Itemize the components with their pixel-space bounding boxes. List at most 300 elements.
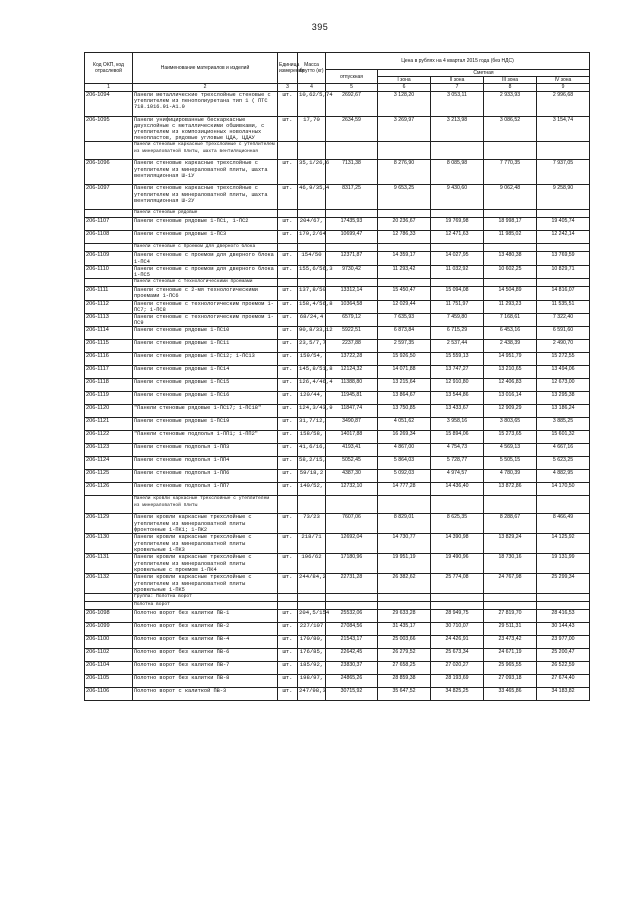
group-empty-cell — [431, 496, 484, 514]
price-zone-1: 3 269,97 — [378, 116, 431, 142]
group-empty-cell — [278, 142, 298, 160]
price-zone-4: 26 522,59 — [537, 662, 590, 675]
price-zone-3: 5 505,15 — [484, 457, 537, 470]
price-zone-1: 14 071,88 — [378, 366, 431, 379]
price-zone-3: 23 473,42 — [484, 636, 537, 649]
item-name: Панели унифицированные бескаркасные двухслойные с металлическими обшивками, с утеплителем из композиционных новолачных пенопластов, рядовые угловые ЦДА, ЦДАУ — [133, 116, 278, 142]
price-release: 12371,87 — [326, 252, 378, 265]
price-zone-2: 13 433,67 — [431, 405, 484, 418]
item-unit: шт. — [278, 554, 298, 574]
price-release: 5052,45 — [326, 457, 378, 470]
price-zone-4: 4 667,16 — [537, 444, 590, 457]
item-code: 206-1105 — [85, 675, 133, 688]
price-table — [84, 52, 590, 701]
item-mass: 159/54, — [298, 353, 326, 366]
group-row — [85, 279, 590, 287]
price-zone-4: 10 829,71 — [537, 265, 590, 278]
item-mass: 196/62 — [298, 554, 326, 574]
price-zone-1: 3 128,20 — [378, 91, 431, 116]
item-name: Полотно ворот без калитки ПВ-1 — [133, 610, 278, 623]
price-zone-1: 8 276,90 — [378, 160, 431, 185]
group-empty-cell — [378, 142, 431, 160]
table-row — [85, 160, 590, 185]
item-unit: шт. — [278, 392, 298, 405]
price-zone-3: 13 829,24 — [484, 534, 537, 554]
item-unit: шт. — [278, 636, 298, 649]
group-empty-cell — [298, 496, 326, 514]
group-title: Панели стеновые с технологическими проемами — [133, 279, 278, 287]
column-number: 4 — [298, 84, 326, 91]
price-zone-3: 13 872,86 — [484, 483, 537, 496]
item-mass: 137,8/50 — [298, 287, 326, 300]
item-mass: 126,4/46,4 — [298, 379, 326, 392]
price-zone-1: 13 215,64 — [378, 379, 431, 392]
price-zone-1: 26 382,62 — [378, 574, 431, 594]
price-release: 9730,42 — [326, 265, 378, 278]
price-zone-2: 34 825,25 — [431, 688, 484, 701]
item-unit: шт. — [278, 340, 298, 353]
price-zone-4: 8 466,49 — [537, 514, 590, 534]
item-code: 206-1112 — [85, 300, 133, 313]
price-zone-4: 12 673,00 — [537, 379, 590, 392]
group-row — [85, 210, 590, 218]
group-empty-cell — [298, 142, 326, 160]
price-zone-3: 3 086,52 — [484, 116, 537, 142]
group-empty-cell — [326, 210, 378, 218]
price-release: 12732,10 — [326, 483, 378, 496]
price-zone-4: 12 242,14 — [537, 231, 590, 244]
price-zone-3: 10 602,25 — [484, 265, 537, 278]
price-zone-3: 12 406,83 — [484, 379, 537, 392]
column-number: 8 — [484, 84, 537, 91]
table-row — [85, 91, 590, 116]
item-name: Панели стеновые рядовые 1-ПС14 — [133, 366, 278, 379]
price-release: 24865,26 — [326, 675, 378, 688]
header-zone-2: II зона — [431, 77, 484, 84]
group-empty-cell — [278, 496, 298, 514]
item-code: 206-1118 — [85, 379, 133, 392]
price-release: 23830,37 — [326, 662, 378, 675]
price-zone-4: 7 322,40 — [537, 314, 590, 327]
item-mass: 140/52, — [298, 483, 326, 496]
price-zone-4: 13 186,24 — [537, 405, 590, 418]
price-zone-2: 4 974,57 — [431, 470, 484, 483]
item-mass: 10,62/5,74 — [298, 91, 326, 116]
price-zone-2: 3 053,11 — [431, 91, 484, 116]
price-zone-3: 11 985,02 — [484, 231, 537, 244]
price-release: 5922,51 — [326, 327, 378, 340]
group-empty-cell — [378, 244, 431, 252]
page-number: 395 — [311, 22, 329, 32]
price-zone-3: 2 933,93 — [484, 91, 537, 116]
group-title: Панели кровли каркасные трехслойные с утеплителем из минераловатной плиты — [133, 496, 278, 514]
item-name: Панели стеновые каркасные трехслойные с утеплителем из минераловатной плиты, шахта вентиляционная Ш-1У — [133, 160, 278, 185]
price-zone-4: 2 490,70 — [537, 340, 590, 353]
price-zone-3: 13 480,38 — [484, 252, 537, 265]
item-unit: шт. — [278, 431, 298, 444]
table-row — [85, 688, 590, 701]
table-row — [85, 649, 590, 662]
group-empty-cell — [537, 244, 590, 252]
item-mass: 46,9/35,4 — [298, 185, 326, 210]
price-zone-1: 11 293,42 — [378, 265, 431, 278]
table-row — [85, 610, 590, 623]
price-zone-2: 15 094,08 — [431, 287, 484, 300]
item-unit: шт. — [278, 379, 298, 392]
item-name: Панели стеновые каркасные трехслойные с утеплителем из минераловатной плиты, шахта вентиляционная Ш-2У — [133, 185, 278, 210]
price-zone-3: 18 730,16 — [484, 554, 537, 574]
group-title: Полотна ворот — [133, 602, 278, 610]
item-name: Полотно ворот без калитки ПВ-8 — [133, 675, 278, 688]
item-mass: 68/24,4 — [298, 314, 326, 327]
price-zone-1: 9 653,25 — [378, 185, 431, 210]
item-mass: 198/97, — [298, 675, 326, 688]
price-zone-1: 19 951,19 — [378, 554, 431, 574]
item-name: Панели стеновые рядовые 1-ПС19 — [133, 418, 278, 431]
table-row — [85, 431, 590, 444]
item-name: "Панели стеновые рядовые 1-ПС17; 1-ПС18" — [133, 405, 278, 418]
price-release: 13312,14 — [326, 287, 378, 300]
price-release: 17435,93 — [326, 218, 378, 231]
price-zone-4: 34 183,82 — [537, 688, 590, 701]
item-unit: шт. — [278, 623, 298, 636]
item-unit: шт. — [278, 610, 298, 623]
item-code: 206-1125 — [85, 470, 133, 483]
group-row — [85, 244, 590, 252]
price-zone-2: 25 774,08 — [431, 574, 484, 594]
group-code-cell — [85, 244, 133, 252]
price-zone-2: 3 958,16 — [431, 418, 484, 431]
table-row — [85, 623, 590, 636]
item-name: Панели кровли каркасные трехслойные с утеплителем из минераловатной плиты фронтонные 1-ПК1; 1-ПК2 — [133, 514, 278, 534]
item-name: Полотно ворот без калитки ПВ-2 — [133, 623, 278, 636]
price-zone-2: 5 728,77 — [431, 457, 484, 470]
price-zone-2: 25 673,34 — [431, 649, 484, 662]
price-zone-2: 11 751,97 — [431, 300, 484, 313]
price-zone-1: 26 279,52 — [378, 649, 431, 662]
item-mass: 59/18,2 — [298, 470, 326, 483]
group-empty-cell — [431, 594, 484, 602]
item-code: 206-1117 — [85, 366, 133, 379]
price-zone-1: 4 051,62 — [378, 418, 431, 431]
item-mass: 158,4/56,8 — [298, 300, 326, 313]
item-mass: 247/98,3 — [298, 688, 326, 701]
column-number: 7 — [431, 84, 484, 91]
price-zone-1: 5 092,03 — [378, 470, 431, 483]
price-zone-2: 7 459,80 — [431, 314, 484, 327]
column-number: 9 — [537, 84, 590, 91]
price-zone-4: 15 601,32 — [537, 431, 590, 444]
price-zone-3: 24 671,19 — [484, 649, 537, 662]
price-zone-2: 19 769,98 — [431, 218, 484, 231]
group-empty-cell — [537, 496, 590, 514]
item-mass: 41,6/16, — [298, 444, 326, 457]
item-mass: 204,5/154 — [298, 610, 326, 623]
price-zone-2: 4 754,73 — [431, 444, 484, 457]
price-zone-1: 2 597,35 — [378, 340, 431, 353]
price-zone-1: 25 003,66 — [378, 636, 431, 649]
price-release: 13722,28 — [326, 353, 378, 366]
price-release: 22731,28 — [326, 574, 378, 594]
header-zone-1: I зона — [378, 77, 431, 84]
group-title: Группа: Полотна ворот — [133, 594, 278, 602]
price-zone-1: 16 269,34 — [378, 431, 431, 444]
item-code: 206-1120 — [85, 405, 133, 418]
price-release: 21543,17 — [326, 636, 378, 649]
item-code: 206-1126 — [85, 483, 133, 496]
price-zone-1: 14 730,77 — [378, 534, 431, 554]
item-name: Полотно ворот без калитки ПВ-4 — [133, 636, 278, 649]
item-code: 206-1100 — [85, 636, 133, 649]
table-row — [85, 534, 590, 554]
price-zone-1: 35 647,52 — [378, 688, 431, 701]
price-zone-3: 7 770,35 — [484, 160, 537, 185]
price-zone-1: 15 926,50 — [378, 353, 431, 366]
group-empty-cell — [484, 602, 537, 610]
table-header — [85, 53, 590, 92]
price-release: 12124,32 — [326, 366, 378, 379]
column-number: 5 — [326, 84, 378, 91]
group-empty-cell — [537, 210, 590, 218]
price-zone-2: 13 544,86 — [431, 392, 484, 405]
item-unit: шт. — [278, 327, 298, 340]
price-zone-3: 27 093,18 — [484, 675, 537, 688]
group-empty-cell — [378, 594, 431, 602]
price-zone-3: 4 780,39 — [484, 470, 537, 483]
price-zone-3: 15 273,65 — [484, 431, 537, 444]
item-unit: шт. — [278, 514, 298, 534]
table-row — [85, 574, 590, 594]
price-zone-2: 30 710,07 — [431, 623, 484, 636]
item-mass: 244/84,2 — [298, 574, 326, 594]
table-row — [85, 418, 590, 431]
item-name: Панели кровли каркасные трехслойные с утеплителем из минераловатной плиты кровельные с проемом 1-ПК4 — [133, 554, 278, 574]
item-name: Панели стеновые подполья 1-ПП6 — [133, 470, 278, 483]
table-row — [85, 675, 590, 688]
item-mass: 179,2/64 — [298, 231, 326, 244]
item-mass: 170/80, — [298, 636, 326, 649]
table-row — [85, 514, 590, 534]
header-zone-3: III зона — [484, 77, 537, 84]
group-row — [85, 602, 590, 610]
group-code-cell — [85, 602, 133, 610]
price-release: 3490,87 — [326, 418, 378, 431]
item-code: 206-1097 — [85, 185, 133, 210]
group-empty-cell — [431, 142, 484, 160]
price-release: 4387,30 — [326, 470, 378, 483]
table-row — [85, 366, 590, 379]
item-mass: 158/58, — [298, 431, 326, 444]
item-mass: 58,2/15, — [298, 457, 326, 470]
price-zone-3: 9 062,48 — [484, 185, 537, 210]
item-name: "Панели стеновые подполья 1-ПП1; 1-ПП2" — [133, 431, 278, 444]
item-unit: шт. — [278, 418, 298, 431]
group-empty-cell — [326, 594, 378, 602]
price-zone-2: 12 910,80 — [431, 379, 484, 392]
item-unit: шт. — [278, 457, 298, 470]
price-release: 30715,92 — [326, 688, 378, 701]
price-zone-2: 14 027,95 — [431, 252, 484, 265]
price-zone-3: 14 951,79 — [484, 353, 537, 366]
price-zone-4: 13 295,38 — [537, 392, 590, 405]
item-mass: 176/85, — [298, 649, 326, 662]
price-release: 2692,67 — [326, 91, 378, 116]
item-name: Панели стеновые с технологическим проемом 1-ПС9 — [133, 314, 278, 327]
price-release: 14017,88 — [326, 431, 378, 444]
price-zone-2: 6 715,29 — [431, 327, 484, 340]
item-code: 206-1129 — [85, 514, 133, 534]
price-zone-2: 13 747,27 — [431, 366, 484, 379]
item-mass: 145,8/51,8 — [298, 366, 326, 379]
price-zone-4: 4 882,95 — [537, 470, 590, 483]
price-zone-1: 31 435,17 — [378, 623, 431, 636]
group-row — [85, 496, 590, 514]
price-zone-1: 14 359,17 — [378, 252, 431, 265]
price-zone-1: 7 635,93 — [378, 314, 431, 327]
item-mass: 218/71 — [298, 534, 326, 554]
group-empty-cell — [326, 279, 378, 287]
price-zone-4: 13 769,59 — [537, 252, 590, 265]
price-zone-2: 24 426,91 — [431, 636, 484, 649]
price-zone-4: 19 131,99 — [537, 554, 590, 574]
group-empty-cell — [484, 496, 537, 514]
price-release: 11945,81 — [326, 392, 378, 405]
item-mass: 73/23 — [298, 514, 326, 534]
price-release: 2634,59 — [326, 116, 378, 142]
item-unit: шт. — [278, 366, 298, 379]
price-zone-1: 12 029,44 — [378, 300, 431, 313]
header-estimate: Сметная — [378, 70, 590, 77]
item-name: Панели кровли каркасные трехслойные с утеплителем из минераловатной плиты кровельные 1-ПК5 — [133, 574, 278, 594]
price-zone-2: 2 537,44 — [431, 340, 484, 353]
price-release: 25532,06 — [326, 610, 378, 623]
price-zone-2: 28 949,75 — [431, 610, 484, 623]
price-release: 7607,06 — [326, 514, 378, 534]
table-row — [85, 353, 590, 366]
price-zone-3: 18 998,17 — [484, 218, 537, 231]
price-release: 10699,47 — [326, 231, 378, 244]
price-zone-3: 11 293,23 — [484, 300, 537, 313]
item-name: Панели стеновые рядовые 1-ПС11 — [133, 340, 278, 353]
price-zone-3: 7 168,61 — [484, 314, 537, 327]
price-zone-4: 25 200,47 — [537, 649, 590, 662]
item-name: Панели стеновые с 2-мя технологическими проемами 1-ПС6 — [133, 287, 278, 300]
item-code: 206-1123 — [85, 444, 133, 457]
table-row — [85, 444, 590, 457]
item-code: 206-1108 — [85, 231, 133, 244]
item-name: Полотно ворот без калитки ПВ-6 — [133, 649, 278, 662]
price-zone-1: 15 450,47 — [378, 287, 431, 300]
price-zone-3: 4 569,13 — [484, 444, 537, 457]
group-code-cell — [85, 210, 133, 218]
price-zone-4: 14 170,50 — [537, 483, 590, 496]
group-title: Панели стеновые с проемом для дверного блока — [133, 244, 278, 252]
column-number: 2 — [133, 84, 278, 91]
price-zone-2: 8 085,98 — [431, 160, 484, 185]
group-title: Панели стеновые каркасные трехслойные с утеплителем из минераловатной плиты, шахта вентиляционная — [133, 142, 278, 160]
price-zone-2: 11 032,92 — [431, 265, 484, 278]
item-name: Панели стеновые с проемом для дверного блока 1-ПС5 — [133, 265, 278, 278]
group-empty-cell — [378, 210, 431, 218]
price-zone-3: 2 438,39 — [484, 340, 537, 353]
price-zone-4: 14 816,07 — [537, 287, 590, 300]
item-name: Панели стеновые подполья 1-ПП4 — [133, 457, 278, 470]
item-code: 206-1102 — [85, 649, 133, 662]
price-zone-2: 28 193,69 — [431, 675, 484, 688]
price-zone-1: 8 829,01 — [378, 514, 431, 534]
price-zone-2: 12 471,63 — [431, 231, 484, 244]
price-zone-1: 4 867,00 — [378, 444, 431, 457]
item-code: 206-1121 — [85, 418, 133, 431]
table-row — [85, 457, 590, 470]
group-empty-cell — [326, 244, 378, 252]
price-zone-4: 6 591,60 — [537, 327, 590, 340]
table-row — [85, 116, 590, 142]
group-empty-cell — [537, 279, 590, 287]
price-zone-3: 33 465,86 — [484, 688, 537, 701]
price-zone-3: 8 288,67 — [484, 514, 537, 534]
price-release: 4193,41 — [326, 444, 378, 457]
item-code: 206-1119 — [85, 392, 133, 405]
item-unit: шт. — [278, 444, 298, 457]
table-row — [85, 231, 590, 244]
item-unit: шт. — [278, 470, 298, 483]
price-zone-1: 27 658,25 — [378, 662, 431, 675]
price-zone-2: 14 390,98 — [431, 534, 484, 554]
price-zone-4: 19 405,74 — [537, 218, 590, 231]
group-empty-cell — [278, 594, 298, 602]
price-zone-1: 13 864,67 — [378, 392, 431, 405]
item-mass: 227/107 — [298, 623, 326, 636]
item-code: 206-1122 — [85, 431, 133, 444]
price-zone-3: 14 504,89 — [484, 287, 537, 300]
group-empty-cell — [537, 594, 590, 602]
price-zone-1: 29 633,28 — [378, 610, 431, 623]
price-zone-1: 12 786,33 — [378, 231, 431, 244]
price-release: 10364,58 — [326, 300, 378, 313]
group-empty-cell — [484, 594, 537, 602]
group-empty-cell — [431, 210, 484, 218]
column-numbers-row — [85, 84, 590, 91]
table-row — [85, 300, 590, 313]
price-zone-3: 27 819,70 — [484, 610, 537, 623]
item-code: 206-1124 — [85, 457, 133, 470]
price-zone-3: 6 453,16 — [484, 327, 537, 340]
item-unit: шт. — [278, 300, 298, 313]
price-zone-2: 19 490,96 — [431, 554, 484, 574]
group-empty-cell — [326, 496, 378, 514]
table-row — [85, 252, 590, 265]
price-zone-3: 12 909,29 — [484, 405, 537, 418]
item-name: Панели стеновые рядовые 1-ПС15 — [133, 379, 278, 392]
price-release: 7131,38 — [326, 160, 378, 185]
price-zone-4: 7 937,05 — [537, 160, 590, 185]
table-row — [85, 287, 590, 300]
price-release: 17180,96 — [326, 554, 378, 574]
price-zone-4: 15 272,55 — [537, 353, 590, 366]
group-row — [85, 142, 590, 160]
group-empty-cell — [431, 244, 484, 252]
item-name: Панели стеновые с проемом для дверного блока 1-ПС4 — [133, 252, 278, 265]
price-zone-4: 27 674,40 — [537, 675, 590, 688]
item-unit: шт. — [278, 649, 298, 662]
price-zone-3: 3 803,65 — [484, 418, 537, 431]
price-zone-4: 28 416,53 — [537, 610, 590, 623]
item-name: Панели стеновые рядовые 1-ПС1, 1-ПС2 — [133, 218, 278, 231]
header-code: Код ОКП, код отраслевой — [85, 53, 133, 84]
header-zone-4: IV зона — [537, 77, 590, 84]
table-row — [85, 265, 590, 278]
